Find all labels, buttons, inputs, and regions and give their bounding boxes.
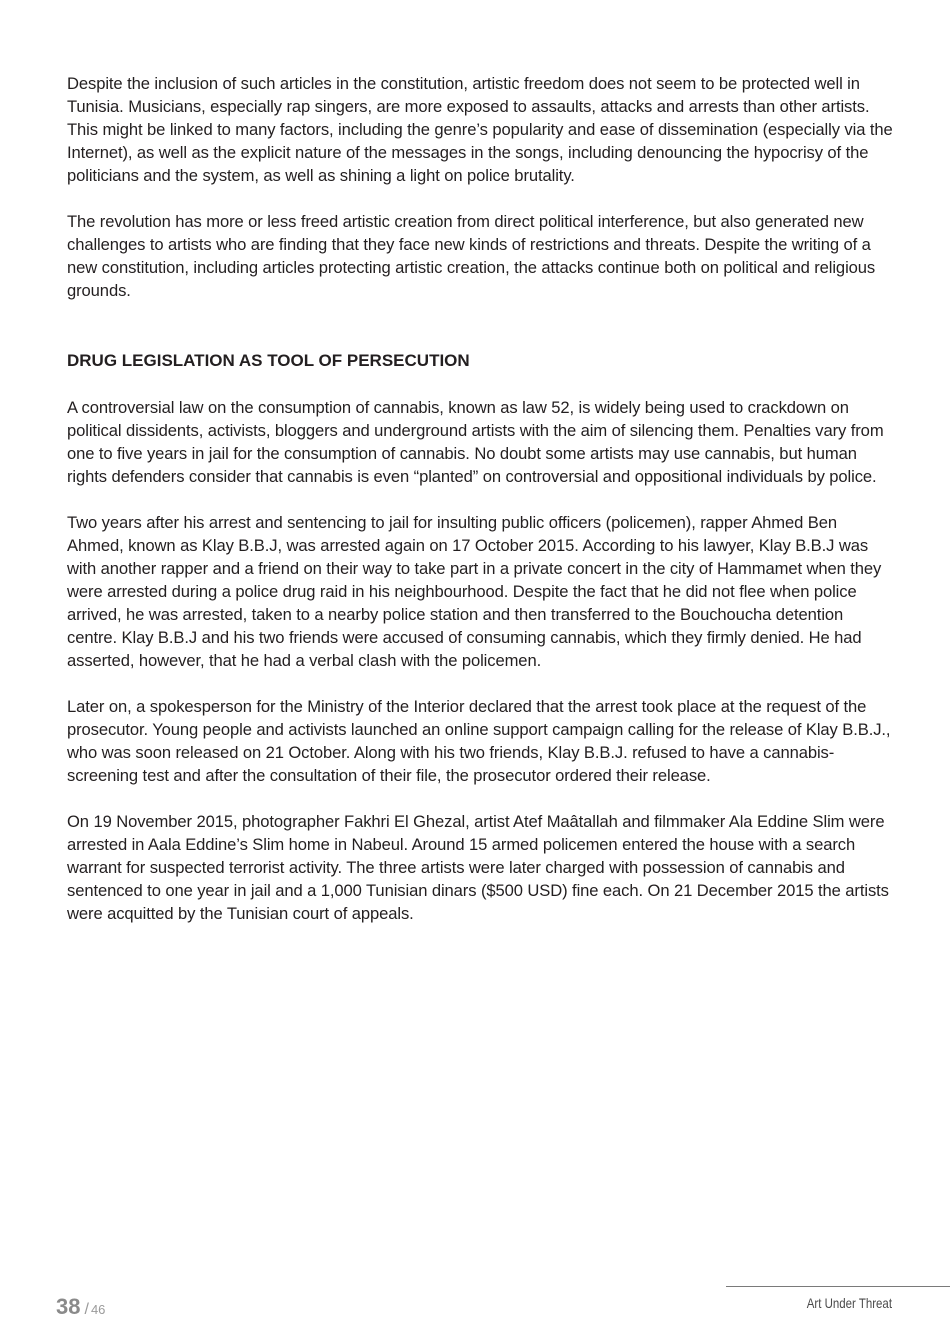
paragraph-klay-bbj-arrest: Two years after his arrest and sentencing to jail for insulting public officers (policemen), rapper Ahmed Ben Ahmed, known as Klay B.B.J, was arrested again on 17 October 2015. According to his lawyer, Klay B.B.J was with another rapper and a friend on their way to take part in a private concert in the city of Hammamet when they were arrested during a police drug raid in his neighbourhood. Despite the fact that he did not flee when police arrived, he was arrested, taken to a nearby police station and then transferred to the Bouchoucha detention centre. Klay B.B.J and his two friends were accused of consuming cannabis, which they firmly denied. He had asserted, however, that he had a verbal clash with the policemen. xyxy=(67,513,882,670)
paragraph-klay-bbj-release: Later on, a spokesperson for the Ministry of the Interior declared that the arrest took place at the request of the prosecutor. Young people and activists launched an online support campaign calling for the release of Klay B.B.J., who was soon released on 21 October. Along with his two friends, Klay B.B.J. refused to have a cannabis-screening test and after the consultation of their file, the prosecutor ordered their release. xyxy=(67,697,891,785)
total-page-count: 46 xyxy=(90,1302,106,1317)
current-page-number: 38 xyxy=(56,1294,81,1319)
paragraph-law-52: A controversial law on the consumption of cannabis, known as law 52, is widely being used to crackdown on political dissidents, activists, bloggers and underground artists with the aim of silencing them. Penalties vary from one to five years in jail for the consumption of cannabis. No doubt some artists may use cannabis, but human rights defenders consider that cannabis is even “planted” on controversial and oppositional individuals by police. xyxy=(67,398,884,486)
publication-title: Art Under Threat xyxy=(806,1295,892,1311)
document-body xyxy=(67,72,897,948)
paragraph-revolution: The revolution has more or less freed artistic creation from direct political interference, but also generated new challenges to artists who are finding that they face new kinds of restrictions and threats. Despite the writing of a new constitution, including articles protecting artistic creation, the attacks continue both on political and religious grounds. xyxy=(67,212,876,300)
footer-divider xyxy=(726,1286,950,1287)
paragraph-nabeul-arrests: On 19 November 2015, photographer Fakhri El Ghezal, artist Atef Maâtallah and filmmaker Ala Eddine Slim were arrested in Aala Eddine’s Slim home in Nabeul. Around 15 armed policemen entered the house with a search warrant for suspected terrorist activity. The three artists were later charged with possession of cannabis and sentenced to one year in jail and a 1,000 Tunisian dinars ($500 USD) fine each. On 21 December 2015 the artists were acquitted by the Tunisian court of appeals. xyxy=(67,812,889,923)
page-number xyxy=(56,1294,105,1320)
paragraph-artistic-freedom: Despite the inclusion of such articles in the constitution, artistic freedom does not seem to be protected well in Tunisia. Musicians, especially rap singers, are more exposed to assaults, attacks and arrests than other artists. This might be linked to many factors, including the genre’s popularity and ease of dissemination (especially via the Internet), as well as the explicit nature of the messages in the songs, including denouncing the hypocrisy of the politicians and the system, as well as shining a light on police brutality. xyxy=(67,74,893,185)
page-number-separator: / xyxy=(84,1301,89,1318)
section-heading: DRUG LEGISLATION AS TOOL OF PERSECUTION xyxy=(67,351,470,370)
